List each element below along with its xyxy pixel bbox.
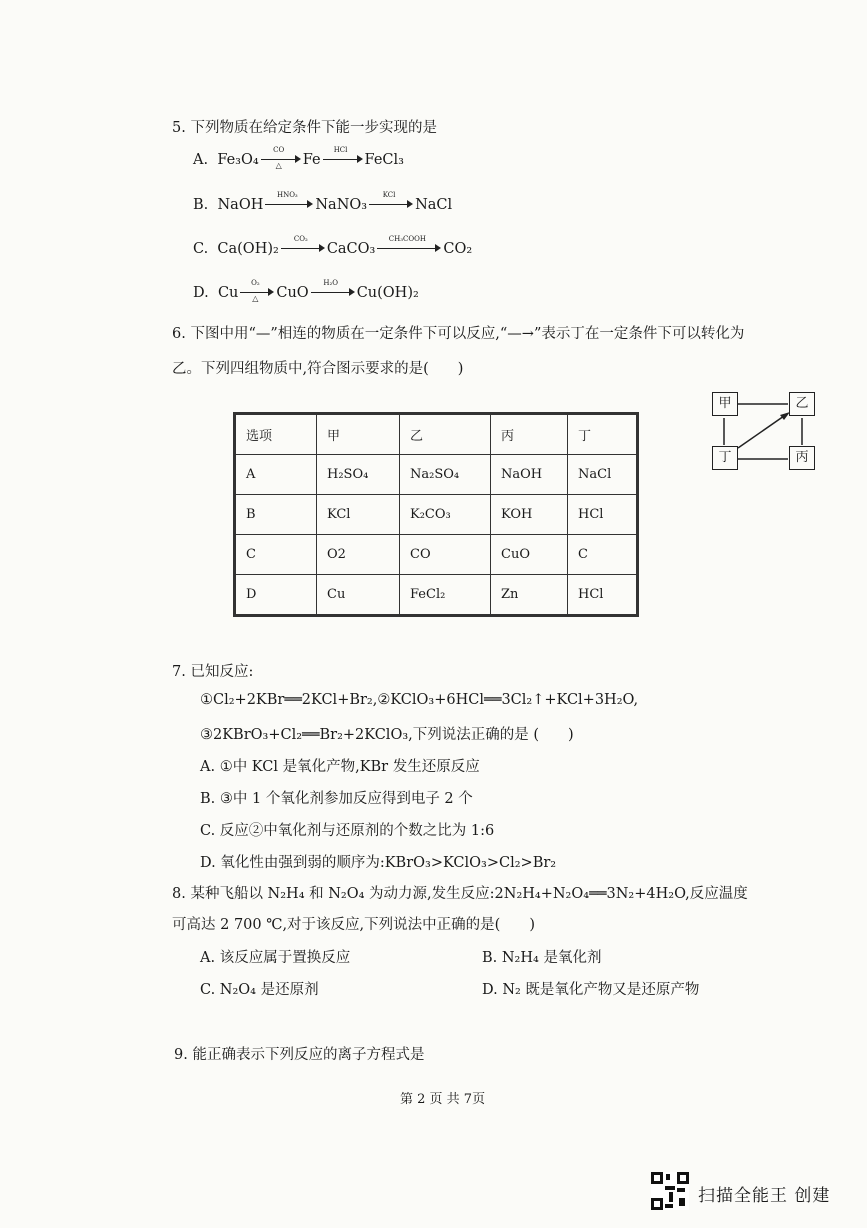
table-cell: C: [568, 534, 638, 574]
q5-option-b: [193, 191, 453, 213]
q9-stem: 9. 能正确表示下列反应的离子方程式是: [174, 1047, 425, 1063]
option-label: D.: [193, 285, 209, 301]
table-cell: D: [235, 574, 317, 615]
substance: Fe: [302, 152, 321, 168]
q8-option-a: A. 该反应属于置换反应: [200, 950, 351, 966]
table-row: [235, 455, 638, 495]
q8-option-b: B. N₂H₄ 是氧化剂: [482, 950, 602, 966]
table-cell: KCl: [317, 495, 400, 535]
relationship-diagram: [708, 388, 828, 478]
table-cell: NaCl: [568, 455, 638, 495]
substance: Cu(OH)₂: [356, 285, 419, 301]
reaction-arrow: O₂ △: [240, 285, 274, 299]
table-cell: K₂CO₃: [400, 495, 491, 535]
node-yi: 乙: [789, 392, 815, 416]
substance: NaCl: [415, 197, 453, 213]
node-bing: 丙: [789, 446, 815, 470]
reaction-arrow: CH₃COOH: [377, 241, 441, 255]
reaction-arrow: HNO₃: [265, 197, 313, 211]
node-ding: 丁: [712, 446, 738, 470]
reaction-arrow: CO △: [261, 152, 301, 166]
q6-stem-line1: 6. 下图中用“—”相连的物质在一定条件下可以反应,“—→”表示丁在一定条件下可以转化为: [172, 326, 745, 342]
table-cell: CO: [400, 534, 491, 574]
q8-stem-line1: 8. 某种飞船以 N₂H₄ 和 N₂O₄ 为动力源,发生反应:2N₂H₄+N₂O₄══3N₂+4H₂O,反应温度: [172, 886, 748, 902]
table-cell: H₂SO₄: [317, 455, 400, 495]
table-row: [235, 495, 638, 535]
substance: Ca(OH)₂: [217, 241, 279, 257]
reaction-arrow: KCl: [369, 197, 413, 211]
substance: NaOH: [217, 197, 264, 213]
table-cell: CuO: [491, 534, 568, 574]
q5-option-d: [193, 279, 419, 303]
q7-stem: 7. 已知反应:: [172, 664, 254, 680]
table-header: 丁: [568, 414, 638, 455]
q6-stem-line2: 乙。下列四组物质中,符合图示要求的是( ): [172, 361, 464, 377]
reaction-arrow: CO₂: [281, 241, 325, 255]
option-label: C.: [193, 241, 209, 257]
q5-stem: 5. 下列物质在给定条件下能一步实现的是: [172, 120, 437, 136]
q7-equation-line2: ③2KBrO₃+Cl₂══Br₂+2KClO₃,下列说法正确的是 ( ): [200, 727, 574, 743]
page-number: 第 2 页 共 7页: [400, 1092, 486, 1107]
q8-option-d: D. N₂ 既是氧化产物又是还原产物: [482, 982, 700, 998]
table-cell: Cu: [317, 574, 400, 615]
table-header-row: [235, 414, 638, 455]
table-header: 甲: [317, 414, 400, 455]
table-cell: O2: [317, 534, 400, 574]
substance: Fe₃O₄: [217, 152, 259, 168]
table-header: 选项: [235, 414, 317, 455]
q8-stem-line2: 可高达 2 700 ℃,对于该反应,下列说法中正确的是( ): [172, 917, 535, 933]
table-cell: Zn: [491, 574, 568, 615]
table-header: 乙: [400, 414, 491, 455]
table-cell: FeCl₂: [400, 574, 491, 615]
table-cell: Na₂SO₄: [400, 455, 491, 495]
option-label: B.: [193, 197, 209, 213]
q5-option-a: [193, 146, 404, 170]
q7-equation-line1: ①Cl₂+2KBr══2KCl+Br₂,②KClO₃+6HCl══3Cl₂↑+KCl+3H₂O,: [200, 692, 639, 708]
q7-option-b: B. ③中 1 个氧化剂参加反应得到电子 2 个: [200, 791, 473, 807]
scanner-brand: 扫描全能王 创建: [698, 1186, 831, 1206]
node-jia: 甲: [712, 392, 738, 416]
table-cell: A: [235, 455, 317, 495]
table-cell: HCl: [568, 574, 638, 615]
substance: NaNO₃: [315, 197, 368, 213]
reaction-arrow: H₂O: [311, 285, 355, 299]
table-cell: KOH: [491, 495, 568, 535]
option-label: A.: [193, 152, 209, 168]
table-cell: C: [235, 534, 317, 574]
reaction-arrow: HCl: [323, 152, 363, 166]
options-table: [233, 412, 639, 617]
table-row: [235, 534, 638, 574]
table-cell: HCl: [568, 495, 638, 535]
q5-option-c: [193, 235, 473, 257]
q7-option-d: D. 氧化性由强到弱的顺序为:KBrO₃>KClO₃>Cl₂>Br₂: [200, 855, 557, 871]
table-cell: NaOH: [491, 455, 568, 495]
substance: CaCO₃: [326, 241, 376, 257]
substance: CuO: [276, 285, 309, 301]
table-cell: B: [235, 495, 317, 535]
substance: Cu: [217, 285, 239, 301]
q8-option-c: C. N₂O₄ 是还原剂: [200, 982, 319, 998]
substance: CO₂: [443, 241, 473, 257]
table-row: [235, 574, 638, 615]
q7-option-a: A. ①中 KCl 是氧化产物,KBr 发生还原反应: [200, 759, 480, 775]
q7-option-c: C. 反应②中氧化剂与还原剂的个数之比为 1:6: [200, 823, 495, 839]
qr-code-icon: [651, 1172, 689, 1210]
substance: FeCl₃: [364, 152, 404, 168]
table-header: 丙: [491, 414, 568, 455]
